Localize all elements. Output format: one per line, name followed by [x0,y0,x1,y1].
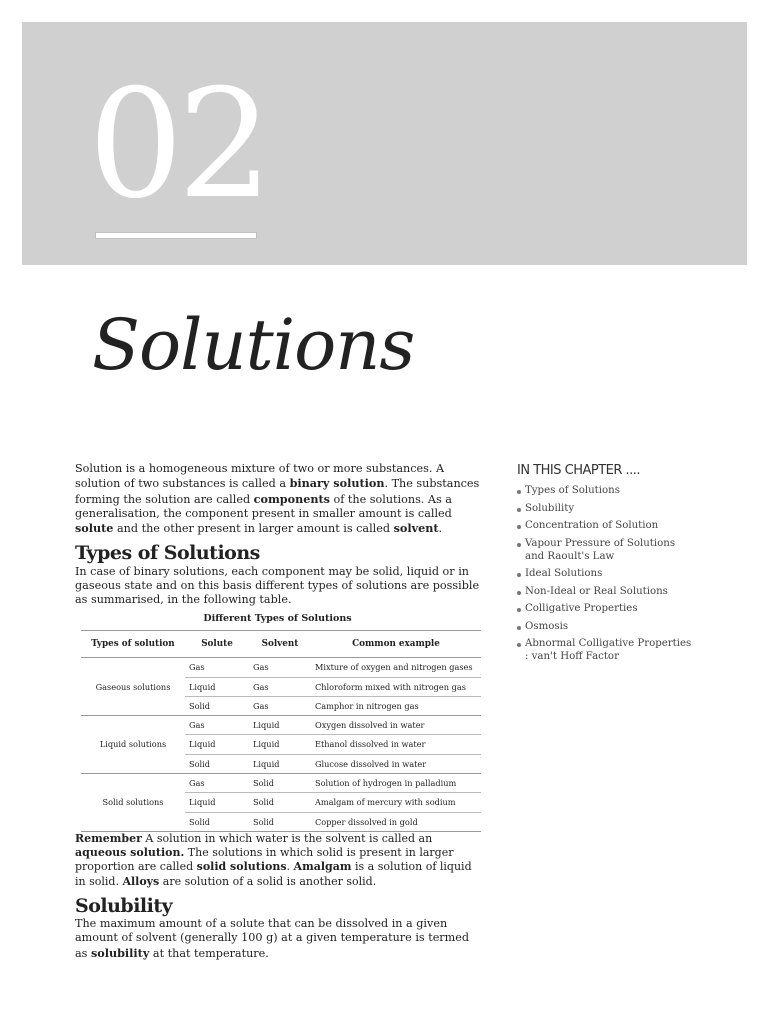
sidebar-heading: IN THIS CHAPTER .... [517,463,641,478]
intro-text: . The substances forming the solution are called [75,477,480,506]
remember-term-amalgam: Amalgam [293,860,352,874]
cell-solvent: Liquid [249,754,311,773]
cell-solvent: Gas [249,696,311,715]
cell-solute: Gas [185,774,249,793]
table-header-row [81,630,481,657]
cell-solvent: Solid [249,793,311,812]
types-paragraph: In case of binary solutions, each component may be solid, liquid or in gaseous state and on this basis different types of solutions are possible as summarised, in the following table. [75,564,480,607]
table-header: Solvent [249,630,311,657]
cell-solvent: Solid [249,812,311,831]
main-column [75,462,480,961]
bullet-icon [517,591,521,595]
table-header: Types of solution [81,630,185,657]
intro-text: . [438,522,443,536]
cell-solvent: Solid [249,774,311,793]
topic-label: Non-Ideal or Real Solutions [525,585,668,597]
intro-text: Solution is a homogeneous mixture of two or more substances. A solution of two substances is called a [75,462,445,491]
bullet-icon [517,490,521,494]
table-header: Solute [185,630,249,657]
topic-label: Abnormal Colligative Properties : van't Hoff Factor [525,638,692,662]
cell-example: Camphor in nitrogen gas [311,696,481,715]
topic-item [517,585,692,598]
bullet-icon [517,626,521,630]
table-row [81,716,481,735]
chapter-number-underline [96,233,256,238]
cell-solute: Liquid [185,793,249,812]
bullet-icon [517,608,521,612]
table-row [81,774,481,793]
topic-label: Osmosis [525,620,569,632]
cell-example: Amalgam of mercury with sodium [311,793,481,812]
intro-paragraph [75,462,480,536]
cell-solute: Gas [185,658,249,677]
cell-example: Oxygen dissolved in water [311,716,481,735]
solubility-paragraph [75,917,480,961]
section-heading-types: Types of Solutions [75,542,260,565]
chapter-title: Solutions [92,304,415,386]
topic-label: Vapour Pressure of Solutions and Raoult's Law [525,537,676,562]
remember-text: are solution of a solid is another solid. [159,874,377,888]
cell-solute: Liquid [185,735,249,754]
cell-solute: Gas [185,716,249,735]
intro-text: and the other present in larger amount is called [113,522,394,536]
intro-term-solvent: solvent [393,521,439,536]
section-heading-solubility: Solubility [75,894,173,917]
cell-example: Glucose dissolved in water [311,754,481,773]
group-label: Solid solutions [81,774,185,832]
remember-text: . [286,860,294,874]
topic-label: Types of Solutions [525,485,620,496]
chapter-topic-list [517,484,692,663]
topic-label: Concentration of Solution [525,520,659,531]
remember-term-alloys: Alloys [122,874,160,888]
cell-solute: Solid [185,812,249,831]
solubility-text: The maximum amount of a solute that can be dissolved in a given amount of solvent (generally 100 g) at a given temperature is termed as [75,917,470,960]
topic-item [517,484,692,497]
intro-text: of the solutions. As a generalisation, the component present in smaller amount is called [75,492,452,520]
table-header: Common example [311,630,481,657]
remember-term-solid-solutions: solid solutions [196,860,287,874]
topic-label: Ideal Solutions [525,568,603,579]
topic-label: Colligative Properties [525,603,638,614]
bullet-icon [517,643,521,647]
bullet-icon [517,525,521,529]
bullet-icon [517,573,521,577]
group-label: Liquid solutions [81,716,185,774]
topic-item [517,567,692,580]
cell-solute: Liquid [185,677,249,696]
table-caption: Different Types of Solutions [203,612,352,624]
group-label: Gaseous solutions [81,658,185,716]
intro-term-solute: solute [75,521,114,536]
solubility-text: at that temperature. [149,946,269,960]
intro-term-binary-solution: binary solution [289,476,385,491]
table-row [81,658,481,677]
cell-example: Solution of hydrogen in palladium [311,774,481,793]
cell-solvent: Liquid [249,735,311,754]
solution-types-table [81,630,481,832]
topic-item [517,502,692,515]
topic-item [517,620,692,633]
cell-solute: Solid [185,754,249,773]
bullet-icon [517,508,521,512]
chapter-contents-sidebar [517,463,692,668]
cell-example: Mixture of oxygen and nitrogen gases [311,658,481,677]
topic-item [517,537,692,563]
remember-term-aqueous: aqueous solution. [75,846,185,860]
cell-example: Copper dissolved in gold [311,812,481,831]
remember-text: The solutions in which solid is present in larger proportion are called [75,846,454,874]
solubility-term: solubility [90,945,150,960]
remember-text: A solution in which water is the solvent is called an [141,831,433,845]
topic-item [517,519,692,532]
bullet-icon [517,543,521,547]
chapter-number: 02 [88,58,267,232]
remember-note [75,832,480,889]
cell-example: Ethanol dissolved in water [311,735,481,754]
remember-label: Remember [75,831,142,845]
cell-solute: Solid [185,696,249,715]
intro-term-components: components [253,491,330,506]
remember-text: is a solution of liquid in solid. [75,860,472,888]
cell-example: Chloroform mixed with nitrogen gas [311,677,481,696]
topic-item [517,602,692,615]
cell-solvent: Liquid [249,716,311,735]
topic-item [517,637,692,663]
cell-solvent: Gas [249,677,311,696]
topic-label: Solubility [525,502,575,514]
cell-solvent: Gas [249,658,311,677]
